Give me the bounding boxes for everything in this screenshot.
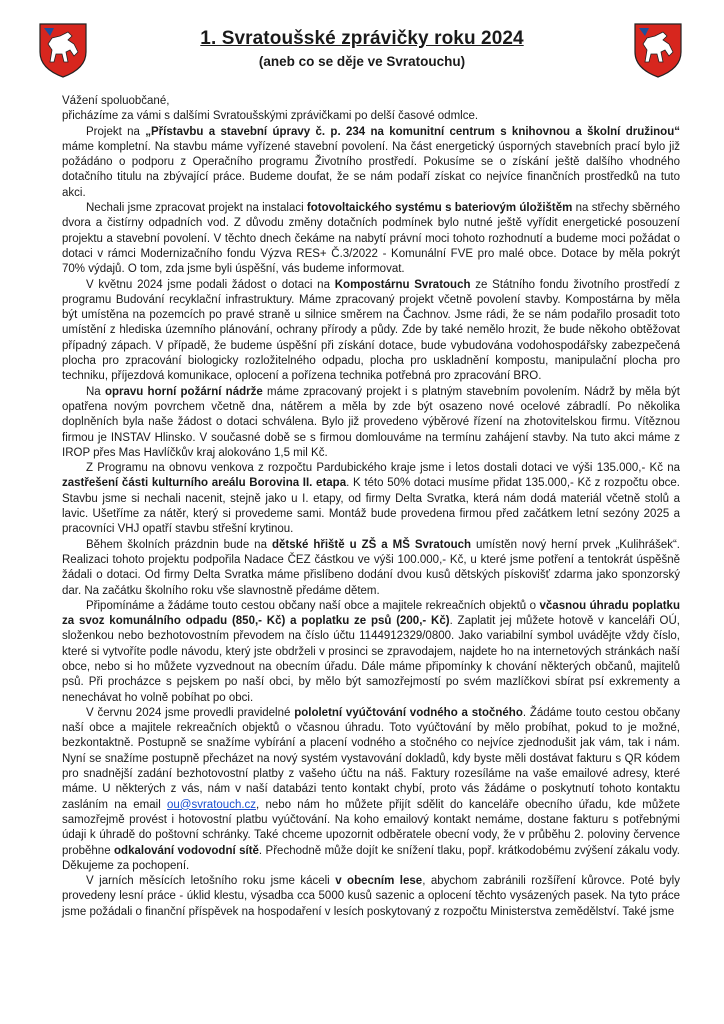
highlight: dětské hřiště u ZŠ a MŠ Svratouch bbox=[271, 538, 472, 551]
paragraph-photovoltaics: Nechali jsme zpracovat projekt na instalaci fotovoltaického systému s bateriovým úložištěm na střechy sběrného dvora a čistírny odpadních vod. Z důvodu změny dotačních podmínek bylo nutné ještě vyřídit energetické posouzení projektu a stavební povolení. V těchto dnech čekáme na nabytí právní moci tohoto rozhodnutí a budeme moci požádat o dotaci v rámci Modernizačního fondu Výzva RES+ Č.3/2022 - Komunální FVE pro malé obce. Dotace by měla pokrýt 70% výdajů. O tom, zda jsme byli úspěšní, vás budeme informovat. bbox=[62, 202, 680, 276]
page-subtitle: (aneb co se děje ve Svratouchu) bbox=[258, 54, 466, 69]
paragraph-community-center: Projekt na „Přístavbu a stavební úpravy č. p. 234 na komunitní centrum s knihovnou a školní družinou“ máme kompletní. Na stavbu máme vyřízené stavební povolení. Na část energetický úsporných stavebních prací bylo již požádáno o podporu z Operačního programu Životního prostředí. Pokusíme se o získání ještě dalšího vhodného dotačního titulu na zbývající práce. Budeme doufat, že se nám podaří získat co nejvíce finančních prostředků na tuto akci. bbox=[62, 125, 680, 199]
highlight: fotovoltaického systému s bateriovým úložištěm bbox=[306, 202, 573, 215]
highlight: v obecním lese bbox=[335, 875, 423, 888]
highlight: opravu horní požární nádrže bbox=[104, 385, 263, 398]
intro-paragraph: přicházíme za vámi s dalšími Svratoušskými zprávičkami po delší časové odmlce. bbox=[62, 110, 479, 123]
paragraph-water-billing: V červnu 2024 jsme provedli pravidelné pololetní vyúčtování vodného a stočného. Žádáme touto cestou občany naší obce a majitele rekreačních objektů o včasnou úhradu. Toto vyúčtování by mělo probíhat, pokud to je možné, bezkontaktně. Postupně se snažíme vybírání a placení vodného a stočného co nejvíce zjednodušit jak vám, tak i nám. Nyní se snažíme postupně přecházet na nový systém vystavování dokladů, kdy byste měli dostávat fakturu s QR kódem pro snadnější zadání bezhotovostní platby z vašeho účtu na náš. Faktury rozesíláme na vaše emailové adresy, které máme. U některých z vás, nám v naší databázi tento kontakt chybí, proto vás žádáme o poskytnutí tohoto kontaktu zasláním na email ou@svratouch.cz, nebo nám ho můžete přijít sdělit do kanceláře obecního úřadu, kde můžete samozřejmě provést i hotovostní platbu vyúčtování. Na koho emailový kontakt nemáme, dostane fakturu s potřebnými údaji k úhradě do poštovní schránky. Také chceme upozornit odběratele obecní vody, že v průběhu 2. poloviny července proběhne odkalování vodovodní sítě. Přechodně může dojít ke snížení tlaku, popř. krátkodobému zvýšení zákalu vody. Děkujeme za pochopení. bbox=[62, 706, 680, 872]
paragraph-fees: Připomínáme a žádáme touto cestou občany naší obce a majitele rekreačních objektů o včasnou úhradu poplatku za svoz komunálního odpadu (850,- Kč) a poplatku ze psů (200,- Kč). Zaplatit jej můžete hotově v kanceláři OÚ, složenkou nebo bezhotovostním převodem na číslo účtu 1144912329/0800. Jako variabilní symbol uvádějte vždy číslo, které si vytvoříte podle návodu, který jste obdrželi v prosinci se zpravodajem, najdete ho na internetových stránkách naší obce, nebo si ho můžete vyzvednout na obecním úřadu. Dále máme připomínky k chování některých občanů, majitelů psů. Při procházce s pejskem po naší obci, by mělo být samozřejmostí po svém mazlíčkovi sbírat psí exkrementy a nenechávat ho volně pobíhat po obci. bbox=[62, 599, 680, 704]
paragraph-borovina: Z Programu na obnovu venkova z rozpočtu Pardubického kraje jsme i letos dostali dotaci ve výši 135.000,- Kč na zastřešení části kulturního areálu Borovina II. etapa. K této 50% dotaci musíme přidat 135.000,- Kč z rozpočtu obce. Stavbu jsme si nechali nacenit, stejně jako u I. etapy, od firmy Delta Svratka, která nám dodá materiál včetně stolů a lavic. Ušetříme za nátěr, který si provedeme sami. Montáž bude provedena firmou před začátkem letní sezóny 2025 a pracovníci VHJ opatří stavbu střešní krytinou. bbox=[62, 462, 680, 536]
paragraph-fire-tank: Na opravu horní požární nádrže máme zpracovaný projekt i s platným stavebním povolením. Nádrž by měla být opatřena novým povrchem včetně dna, nátěrem a měla by zde být osazeno nové ocelové zábradlí. Po několika doplněních byla naše žádost o dotaci schválena. Bylo již provedeno výběrové řízení na zhotovitelskou firmu. Vítěznou firmou je INSTAV Hlinsko. V současné době se s firmou domlouváme na termínu zahájení stavby. Na tuto akci máme z IROP přes Mas Havlíčkův kraj alokováno 1,5 mil Kč. bbox=[62, 385, 680, 459]
email-link[interactable]: ou@svratouch.cz bbox=[167, 798, 257, 811]
greeting: Vážení spoluobčané, bbox=[62, 95, 170, 107]
highlight: zastřešení části kulturního areálu Borovina II. etapa bbox=[62, 477, 347, 490]
highlight: „Přístavbu a stavební úpravy č. p. 234 na komunitní centrum s knihovnou a školní družinou“ bbox=[145, 125, 680, 138]
highlight: pololetní vyúčtování vodného a stočného bbox=[294, 706, 523, 719]
highlight: odkalování vodovodní sítě bbox=[114, 844, 259, 857]
paragraph-composting: V květnu 2024 jsme podali žádost o dotaci na Kompostárnu Svratouch ze Státního fondu životního prostředí z programu Budování recyklační infrastruktury. Máme zpracovaný projekt včetně povolení stavby. Kompostárna by měla být umístěna na pozemcích po pravé straně u silnice směrem na Čachnov. Jsme rádi, že se nám podařilo prosadit toto umístění z hlediska územního plánování, ochrany přírody a půdy. Zde by také nemělo hrozit, že bude někoho obtěžovat případný zápach. V případě, že budeme úspěšní při získání dotace, bude vybudována vodohospodářsky zabezpečená plocha pro zpracování biologicky rozložitelného odpadu, plocha pro uskladnění kompostu, manipulační plocha pro techniku, příjezdová komunikace, oplocení a pořízena technika potřebná pro zpracování BRO. bbox=[62, 278, 681, 383]
paragraph-playground: Během školních prázdnin bude na dětské hřiště u ZŠ a MŠ Svratouch umístěn nový herní prvek „Kulihrášek“. Realizaci tohoto projektu podpořila Nadace ČEZ částkou ve výši 100.000,- Kč, u které jsme potření a tentokrát úspěšně žádali o dotaci. Od firmy Delta Svratka máme přislíbeno dodání dvou kusů dětských pískovišť zdarma jako sponzorský dar. Na začátku školního roku vše slavnostně předáme dětem. bbox=[62, 538, 680, 597]
page-title: 1. Svratoušské zprávičky roku 2024 bbox=[200, 28, 524, 49]
newsletter-body bbox=[62, 94, 680, 920]
highlight: včasnou úhradu poplatku za svoz komunálního odpadu (850,- Kč) a poplatku ze psů (200,- Kč) bbox=[62, 599, 680, 628]
paragraph-forest: V jarních měsících letošního roku jsme káceli v obecním lese, abychom zabránili rozšíření kůrovce. Poté byly provedeny lesní práce - úklid klestu, výsadba cca 5000 kusů sazenic a oplocení těchto vysázených pasek. Na tyto práce jsme požádali o finanční příspěvek na hospodaření v lesích poskytovaný z rozpočtu Ministerstva zemědělství. Také jsme bbox=[62, 875, 680, 918]
highlight: Kompostárnu Svratouch bbox=[334, 278, 471, 291]
